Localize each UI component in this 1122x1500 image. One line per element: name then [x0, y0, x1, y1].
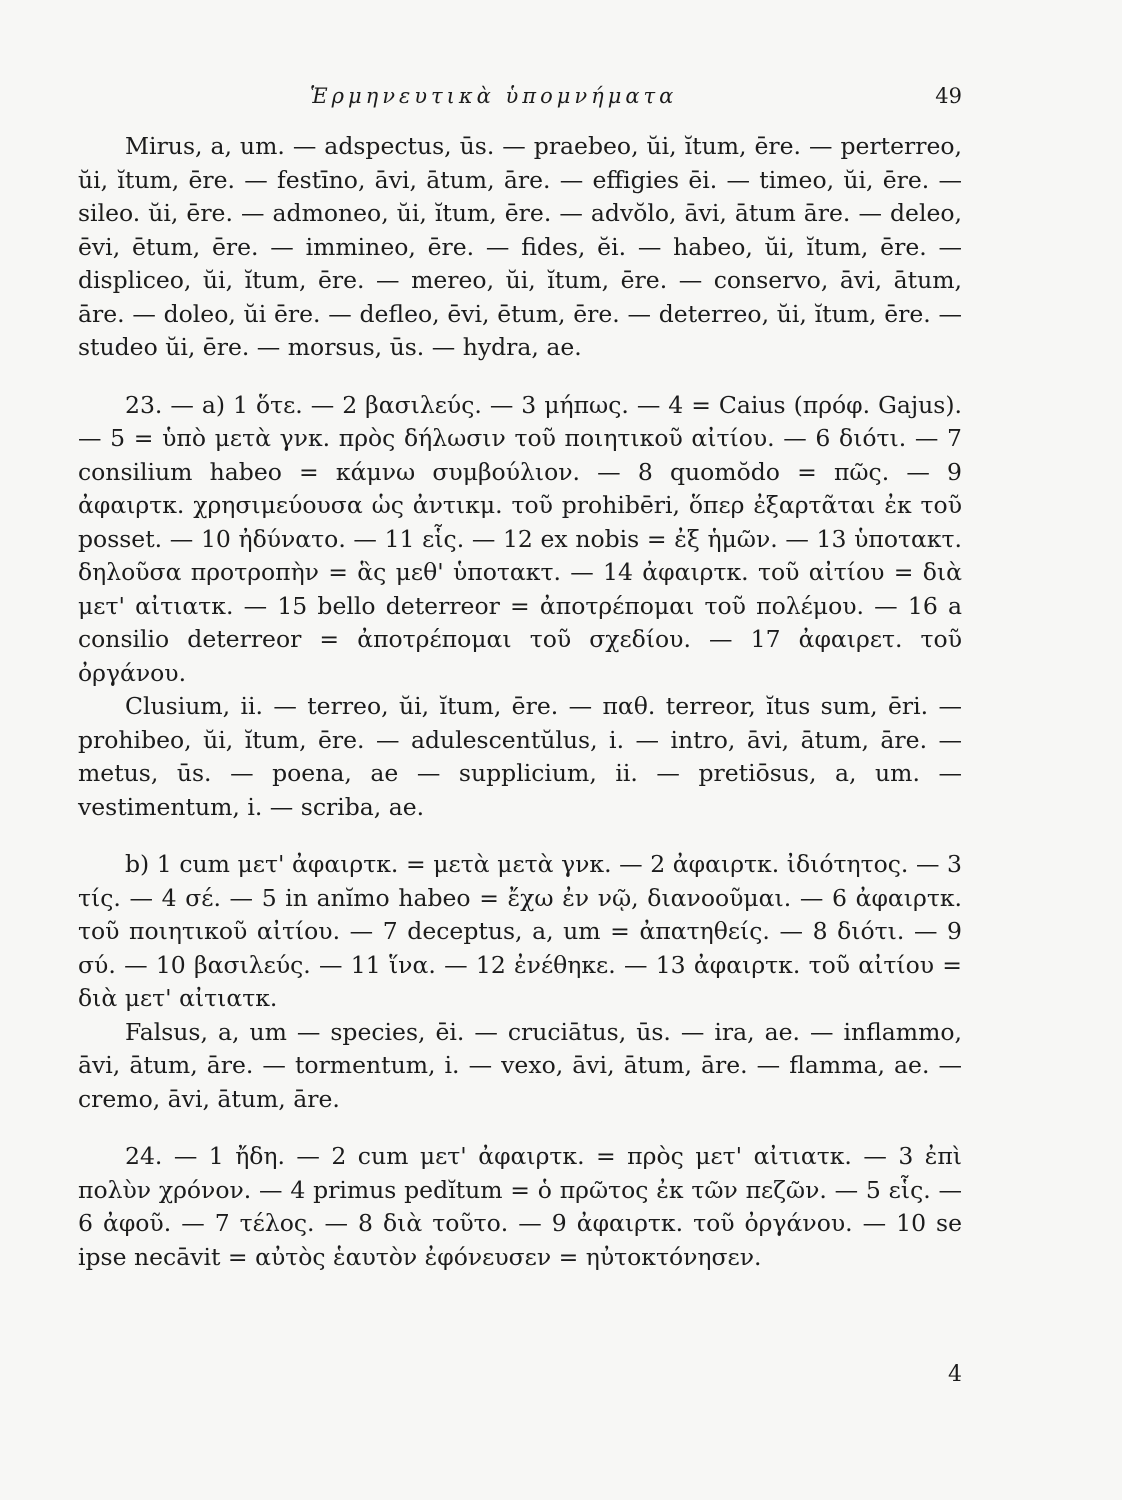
exercise-23a-notes: 23. — a) 1 ὅτε. — 2 βασιλεύς. — 3 μήπως. — 4 = Caius (πρόφ. Gajus). — 5 = ὑπὸ μετὰ γνκ. πρὸς δήλωσιν τοῦ ποιητικοῦ αἰτίου. — 6 διότι. — 7 consilium habeo = κάμνω συμβούλιον. — 8 quomŏdo = πῶς. — 9 ἀφαιρτκ. χρησιμεύουσα ὡς ἀντικμ. τοῦ prohibēri, ὅπερ ἐξαρτᾶται ἐκ τοῦ posset. — 10 ἠδύνατο. — 11 εἷς. — 12 ex nobis = ἐξ ἡμῶν. — 13 ὑποτακτ. δηλοῦσα προτροπὴν = ἃς μεθ' ὑποτακτ. — 14 ἀφαιρτκ. τοῦ αἰτίου = διὰ μετ' αἰτιατκ. — 15 bello deterreor = ἀποτρέπομαι τοῦ πολέμου. — 16 a consilio deterreor = ἀποτρέπομαι τοῦ σχεδίου. — 17 ἀφαιρετ. τοῦ ὀργάνου. — [78, 390, 962, 687]
vocab-paragraph-2: Clusium, ii. — terreo, ŭi, ĭtum, ēre. — παθ. terreor, ĭtus sum, ēri. — prohibeo, ŭi, ĭtum, ēre. — adulescentŭlus, i. — intro, āvi, ātum, āre. — metus, ūs. — poena, ae — supplicium, ii. — pretiōsus, a, um. — vestimentum, i. — scriba, ae. — [78, 692, 962, 821]
vocab-paragraph-1: Mirus, a, um. — adspectus, ūs. — praebeo, ŭi, ĭtum, ēre. — perterreo, ŭi, ĭtum, ēre. — festīno, āvi, ātum, āre. — effigies ēi. — timeo, ŭi, ēre. — sileo. ŭi, ēre. — admoneo, ŭi, ĭtum, ēre. — advŏlo, āvi, ātum āre. — deleo, ēvi, ētum, ēre. — immineo, ēre. — fides, ĕi. — habeo, ŭi, ĭtum, ēre. — displiceo, ŭi, ĭtum, ēre. — mereo, ŭi, ĭtum, ēre. — conservo, āvi, ātum, āre. — doleo, ŭi ēre. — defleo, ēvi, ētum, ēre. — deterreo, ŭi, ĭtum, ēre. — studeo ŭi, ēre. — morsus, ūs. — hydra, ae. — [78, 132, 962, 361]
page-body — [78, 130, 962, 1274]
signature-mark: 4 — [948, 1362, 962, 1387]
exercise-24-notes: 24. — 1 ἤδη. — 2 cum μετ' ἀφαιρτκ. = πρὸς μετ' αἰτιατκ. — 3 ἐπὶ πολὺν χρόνον. — 4 primus pedĭtum = ὁ πρῶτος ἐκ τῶν πεζῶν. — 5 εἷς. — 6 ἀφοῦ. — 7 τέλος. — 8 διὰ τοῦτο. — 9 ἀφαιρτκ. τοῦ ὀργάνου. — 10 se ipse necāvit = αὐτὸς ἑαυτὸν ἐφόνευσεν = ηὐτοκτόνησεν. — [78, 1142, 962, 1271]
running-header — [78, 84, 962, 124]
running-title: Ἑρμηνευτικὰ ὑπομνήματα — [310, 84, 678, 108]
page — [78, 0, 962, 1500]
vocab-paragraph-3: Falsus, a, um — species, ēi. — cruciātus, ūs. — ira, ae. — inflammo, āvi, ātum, āre. — tormentum, i. — vexo, āvi, ātum, āre. — flamma, ae. — cremo, āvi, ātum, āre. — [78, 1017, 962, 1113]
exercise-23b-notes: b) 1 cum μετ' ἀφαιρτκ. = μετὰ μετὰ γνκ. — 2 ἀφαιρτκ. ἰδιότητος. — 3 τίς. — 4 σέ. — 5 in anĭmo habeo = ἔχω ἐν νῷ, διανοοῦμαι. — 6 ἀφαιρτκ. τοῦ ποιητικοῦ αἰτίου. — 7 deceptus, a, um = ἀπατηθείς. — 8 διότι. — 9 σύ. — 10 βασιλεύς. — 11 ἵνα. — 12 ἐνέθηκε. — 13 ἀφαιρτκ. τοῦ αἰτίου = διὰ μετ' αἰτιατκ. — [78, 850, 962, 1012]
page-number: 49 — [935, 84, 962, 108]
